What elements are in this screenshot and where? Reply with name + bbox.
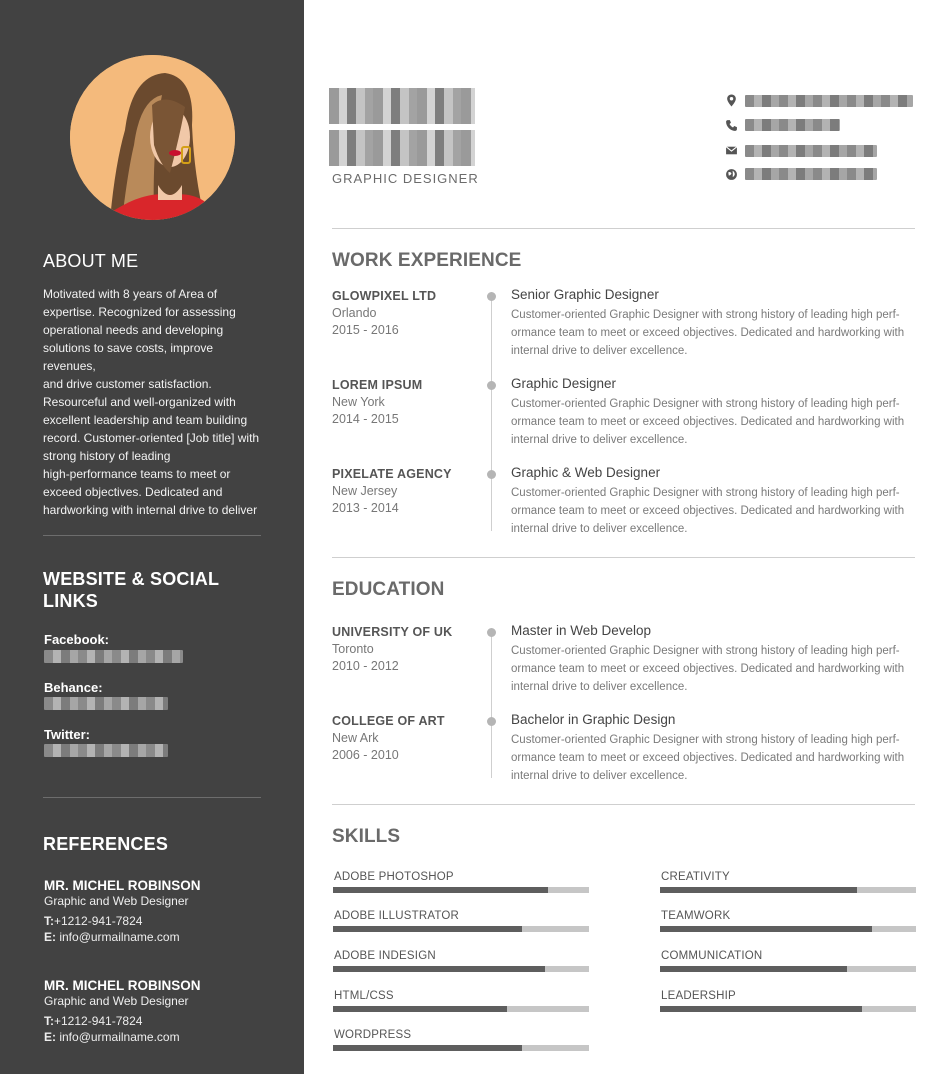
timeline-dot <box>487 717 496 726</box>
skill-bar <box>660 950 916 972</box>
skill-track <box>660 966 916 972</box>
references-heading: REFERENCES <box>43 834 169 854</box>
skill-name: TEAMWORK <box>661 910 731 922</box>
skill-track <box>333 887 589 893</box>
skill-bar <box>660 990 916 1012</box>
employer: PIXELATE AGENCY <box>332 467 452 481</box>
sidebar <box>0 0 304 1074</box>
description-line: ormance team to meet or exceed objectives. Dedicated and hardworking with <box>511 327 905 339</box>
twitter-label: Twitter: <box>44 727 90 742</box>
degree: Bachelor in Graphic Design <box>511 712 676 727</box>
phone-label: T: <box>44 1014 54 1028</box>
about-line: high-performance teams to meet or <box>43 467 231 481</box>
skill-track <box>333 1045 589 1051</box>
about-line: operational needs and developing <box>43 323 224 337</box>
skill-track <box>333 1006 589 1012</box>
description-line: internal drive to deliver excellence. <box>511 523 688 535</box>
section-divider <box>332 804 915 805</box>
job-description <box>511 306 916 360</box>
phone-redacted <box>745 119 840 131</box>
description-line: ormance team to meet or exceed objectives. Dedicated and hardworking with <box>511 416 905 428</box>
degree: Master in Web Develop <box>511 623 652 638</box>
skill-track <box>660 1006 916 1012</box>
section-divider <box>332 557 915 558</box>
email-redacted <box>745 145 877 157</box>
skill-name: ADOBE INDESIGN <box>334 950 436 962</box>
description-line: Customer-oriented Graphic Designer with strong history of leading high perf- <box>511 309 900 321</box>
about-line: exceed objectives. Dedicated and <box>43 485 223 499</box>
about-line: Resourceful and well-organized with <box>43 395 236 409</box>
facebook-label: Facebook: <box>44 632 110 647</box>
skill-name: ADOBE ILLUSTRATOR <box>334 910 460 922</box>
skill-name: COMMUNICATION <box>661 950 763 962</box>
phone-value: +1212-941-7824 <box>54 1014 143 1028</box>
reference-email <box>44 930 180 944</box>
about-line: hardworking with internal drive to deliver <box>43 503 258 517</box>
description-line: ormance team to meet or exceed objectives. Dedicated and hardworking with <box>511 663 905 675</box>
description-line: Customer-oriented Graphic Designer with strong history of leading high perf- <box>511 734 900 746</box>
description-line: Customer-oriented Graphic Designer with strong history of leading high perf- <box>511 645 900 657</box>
about-line: and drive customer satisfaction. <box>43 377 212 391</box>
skill-fill <box>660 1006 862 1012</box>
location: New Jersey <box>332 484 398 498</box>
skill-name: CREATIVITY <box>661 871 730 883</box>
about-line: excellent leadership and team building <box>43 413 248 427</box>
work-entry <box>332 378 917 458</box>
location-pin-icon <box>724 94 738 108</box>
reference-phone <box>44 914 142 928</box>
skill-track <box>660 926 916 932</box>
reference-role: Graphic and Web Designer <box>44 894 189 908</box>
years: 2010 - 2012 <box>332 659 399 673</box>
skill-fill <box>660 887 857 893</box>
job-description <box>511 395 916 449</box>
reference-phone <box>44 1014 142 1028</box>
description-line: internal drive to deliver excellence. <box>511 434 688 446</box>
location: Orlando <box>332 306 377 320</box>
email-label: E: <box>44 930 56 944</box>
about-line: Motivated with 8 years of Area of <box>43 287 218 301</box>
skill-bar <box>660 910 916 932</box>
email-value[interactable]: info@urmailname.com <box>59 930 180 944</box>
skill-name: WORDPRESS <box>334 1029 412 1041</box>
about-line: strong history of leading <box>43 449 171 463</box>
about-text <box>43 285 265 519</box>
links-heading-line: LINKS <box>43 591 98 611</box>
envelope-icon <box>724 144 738 158</box>
about-line: expertise. Recognized for assessing <box>43 305 236 319</box>
skill-fill <box>333 887 548 893</box>
address-redacted <box>745 95 913 107</box>
job-role: Senior Graphic Designer <box>511 287 659 302</box>
job-role: Graphic Designer <box>511 376 617 391</box>
years: 2014 - 2015 <box>332 412 399 426</box>
skill-fill <box>333 1006 507 1012</box>
timeline-dot <box>487 628 496 637</box>
institution: COLLEGE OF ART <box>332 714 445 728</box>
facebook-link-redacted[interactable] <box>44 650 183 663</box>
globe-icon <box>724 168 738 182</box>
website-redacted <box>745 168 877 180</box>
work-entry <box>332 467 917 547</box>
section-divider <box>332 228 915 229</box>
skill-track <box>333 926 589 932</box>
skill-bar <box>333 1029 589 1051</box>
job-description <box>511 484 916 538</box>
education-heading: EDUCATION <box>332 579 445 600</box>
employer: GLOWPIXEL LTD <box>332 289 437 303</box>
description-line: internal drive to deliver excellence. <box>511 345 688 357</box>
job-role: Graphic & Web Designer <box>511 465 661 480</box>
employer: LOREM IPSUM <box>332 378 423 392</box>
links-heading-line: WEBSITE & SOCIAL <box>43 569 220 589</box>
skill-bar <box>333 910 589 932</box>
phone-value: +1212-941-7824 <box>54 914 143 928</box>
job-title: GRAPHIC DESIGNER <box>332 171 479 186</box>
skill-name: HTML/CSS <box>334 990 394 1002</box>
education-entry <box>332 625 917 705</box>
skill-fill <box>333 966 545 972</box>
skill-name: ADOBE PHOTOSHOP <box>334 871 454 883</box>
phone-icon <box>724 119 738 133</box>
skill-fill <box>333 926 522 932</box>
description-line: Customer-oriented Graphic Designer with strong history of leading high perf- <box>511 487 900 499</box>
description-line: ormance team to meet or exceed objectives. Dedicated and hardworking with <box>511 752 905 764</box>
location: New York <box>332 395 385 409</box>
surname-redacted <box>329 130 475 166</box>
reference-role: Graphic and Web Designer <box>44 994 189 1008</box>
timeline-dot <box>487 292 496 301</box>
skill-bar <box>333 871 589 893</box>
reference-name: MR. MICHEL ROBINSON <box>44 978 201 993</box>
education-entry <box>332 714 917 794</box>
twitter-link-redacted[interactable] <box>44 744 168 757</box>
behance-link-redacted[interactable] <box>44 697 168 710</box>
institution: UNIVERSITY OF UK <box>332 625 453 639</box>
skill-bar <box>333 950 589 972</box>
degree-description <box>511 731 916 785</box>
behance-label: Behance: <box>44 680 103 695</box>
links-heading <box>43 568 243 612</box>
location: Toronto <box>332 642 374 656</box>
degree-description <box>511 642 916 696</box>
skill-track <box>660 887 916 893</box>
skills-heading: SKILLS <box>332 826 401 847</box>
reference-name: MR. MICHEL ROBINSON <box>44 878 201 893</box>
skill-fill <box>660 966 847 972</box>
phone-label: T: <box>44 914 54 928</box>
years: 2013 - 2014 <box>332 501 399 515</box>
email-label: E: <box>44 1030 56 1044</box>
skill-fill <box>333 1045 522 1051</box>
email-value[interactable]: info@urmailname.com <box>59 1030 180 1044</box>
timeline-dot <box>487 381 496 390</box>
name-redacted <box>329 88 475 124</box>
timeline-dot <box>487 470 496 479</box>
sidebar-divider <box>43 797 261 798</box>
work-experience-heading: WORK EXPERIENCE <box>332 250 522 271</box>
location: New Ark <box>332 731 379 745</box>
description-line: internal drive to deliver excellence. <box>511 681 688 693</box>
skill-bar <box>333 990 589 1012</box>
years: 2015 - 2016 <box>332 323 399 337</box>
sidebar-divider <box>43 535 261 536</box>
about-line: record. Customer-oriented [Job title] with <box>43 431 260 445</box>
skill-name: LEADERSHIP <box>661 990 736 1002</box>
profile-photo <box>70 55 235 220</box>
years: 2006 - 2010 <box>332 748 399 762</box>
description-line: internal drive to deliver excellence. <box>511 770 688 782</box>
skill-fill <box>660 926 872 932</box>
about-line: solutions to save costs, improve revenues, <box>43 341 214 373</box>
about-heading: ABOUT ME <box>43 251 139 271</box>
skill-bar <box>660 871 916 893</box>
reference-email <box>44 1030 180 1044</box>
description-line: ormance team to meet or exceed objectives. Dedicated and hardworking with <box>511 505 905 517</box>
description-line: Customer-oriented Graphic Designer with strong history of leading high perf- <box>511 398 900 410</box>
skill-track <box>333 966 589 972</box>
work-entry <box>332 289 917 369</box>
